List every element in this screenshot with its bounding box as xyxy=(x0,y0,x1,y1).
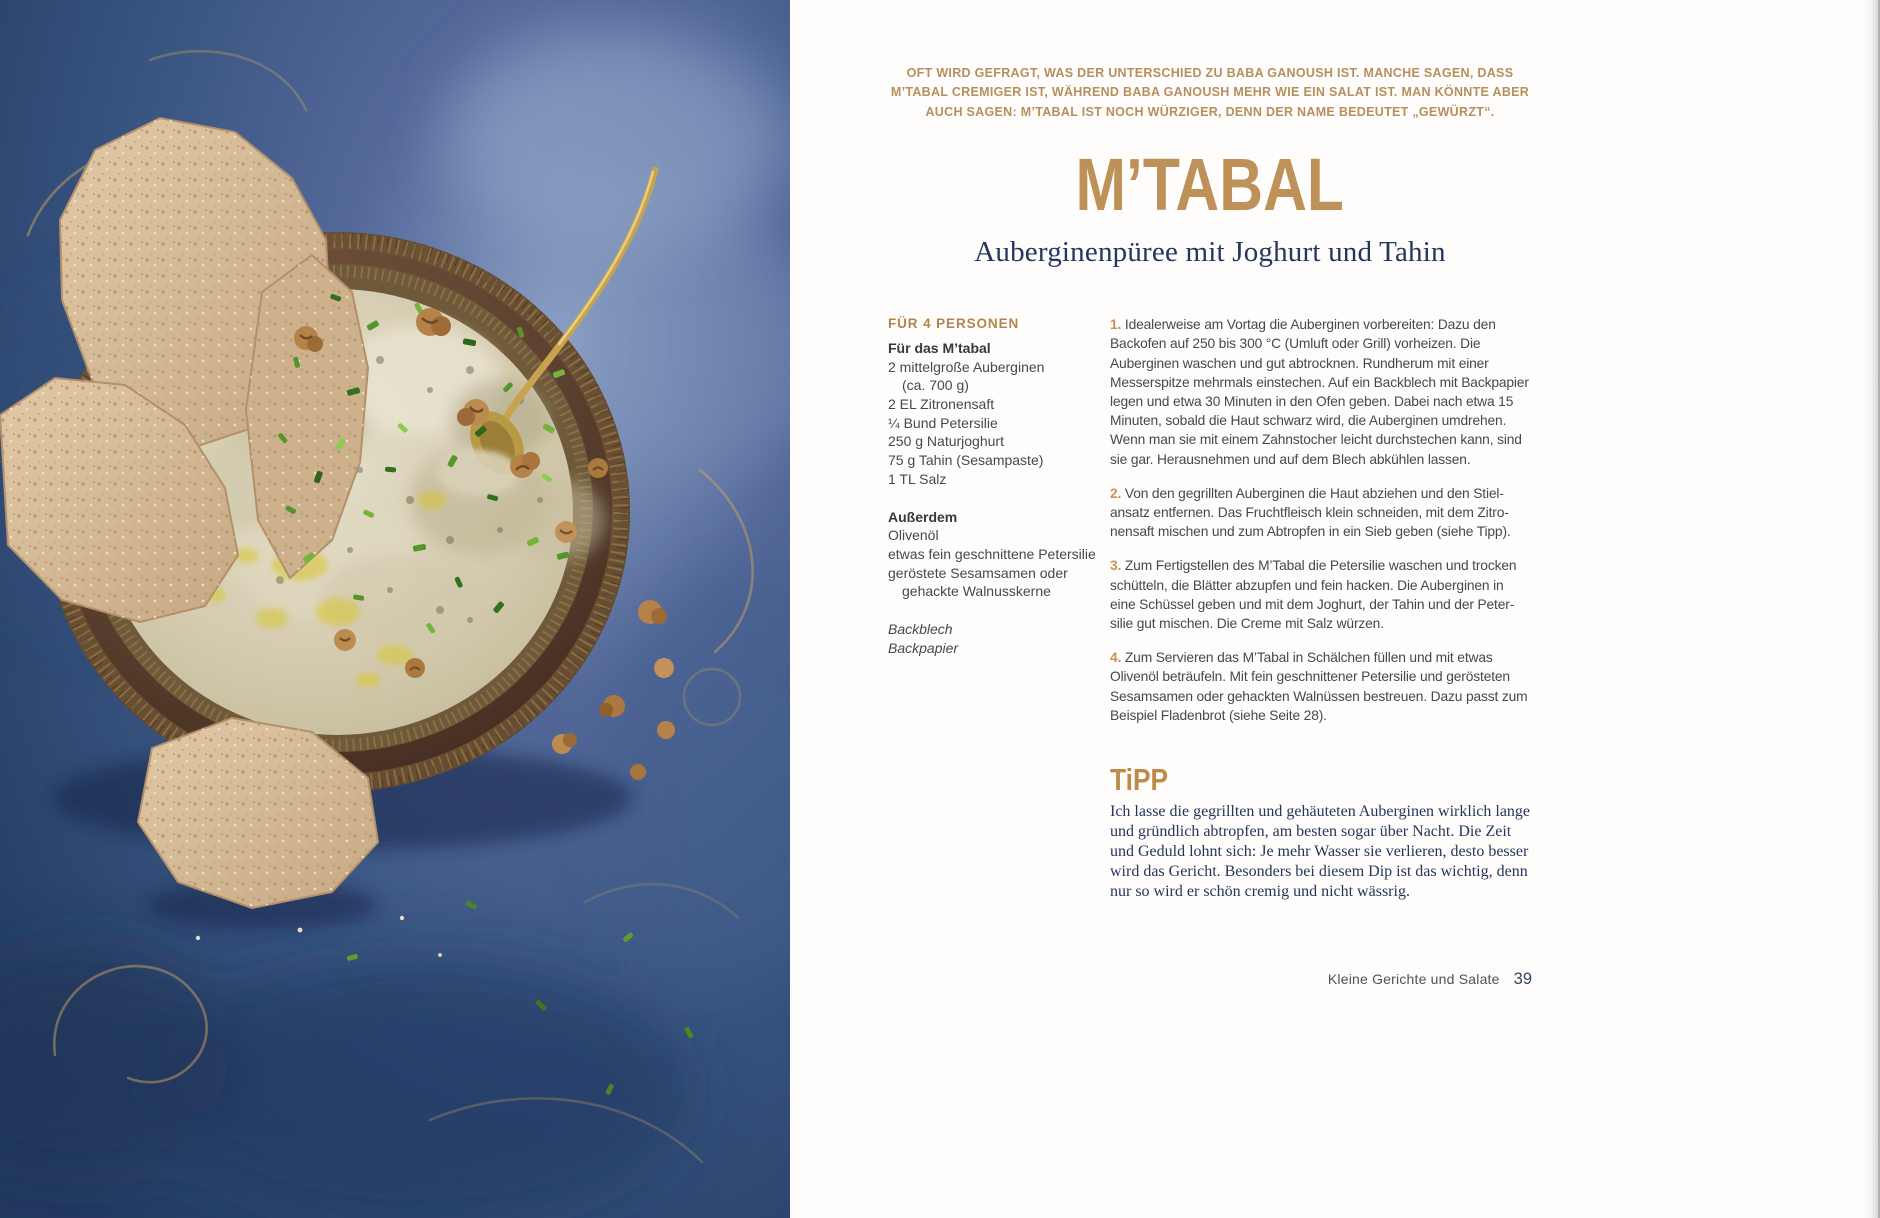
mtabal-dish-photo xyxy=(0,0,790,1218)
ingredients-column xyxy=(888,315,1110,740)
recipe-step xyxy=(1110,484,1532,542)
ingredient-group2-title: Außerdem xyxy=(888,508,958,525)
recipe-title-row xyxy=(888,143,1532,227)
intro-line: AUCH SAGEN: M’TABAL IST NOCH WÜRZIGER, DENN DER NAME BEDEUTET „GEWÜRZT“. xyxy=(925,104,1495,119)
intro-line: M’TABAL CREMIGER IST, WÄHREND BABA GANOUSH MEHR WIE EIN SALAT IST. MAN KÖNNTE ABER xyxy=(890,85,1530,100)
step-text: Zum Servieren das M’Tabal in Schälchen füllen und mit etwas Olivenöl beträufeln. Mit fein geschnittener Petersilie und gerösteten Sesamsamen oder gehackten Walnüssen bestreuen. Dazu passt zum Beispiel Fladenbrot (siehe Seite 28). xyxy=(1110,650,1528,723)
steps-column xyxy=(1110,315,1532,740)
ingredient-item: etwas fein geschnittene Petersilie xyxy=(888,545,1096,562)
recipe-subtitle: Auberginenpüree mit Joghurt und Tahin xyxy=(974,236,1446,269)
step-number: 1. xyxy=(1110,317,1122,333)
ingredient-item: 75 g Tahin (Sesampaste) xyxy=(888,452,1044,469)
ingredient-item: Olivenöl xyxy=(888,527,939,544)
chapter-name: Kleine Gerichte und Salate xyxy=(1327,971,1500,987)
step-number: 2. xyxy=(1110,485,1122,501)
ingredient-item: 2 EL Zitronensaft xyxy=(888,396,995,413)
ingredient-item: 2 mittelgroße Auberginen xyxy=(888,358,1045,375)
equipment-list xyxy=(888,620,1110,657)
page-footer xyxy=(790,970,1532,989)
intro-line: OFT WIRD GEFRAGT, WAS DER UNTERSCHIED ZU BABA GANOUSH IST. MANCHE SAGEN, DASS xyxy=(906,66,1514,80)
photo-page xyxy=(0,0,790,1218)
ingredient-group1-list xyxy=(888,358,1110,489)
ingredient-item: gehackte Walnusskerne xyxy=(902,583,1051,600)
page-number: 39 xyxy=(1513,970,1532,988)
ingredient-item: (ca. 700 g) xyxy=(902,377,969,394)
equipment-item: Backpapier xyxy=(888,639,959,656)
ingredient-group1-title: Für das M’tabal xyxy=(888,339,991,356)
servings-label: FÜR 4 PERSONEN xyxy=(888,316,1020,332)
step-text: Idealerweise am Vortag die Auberginen vorbereiten: Dazu den Backofen auf 250 bis 300 °C (Umluft oder Grill) vorheizen. Die Auberginen waschen und gut abtrocknen. Rundherum mit einer Messerspitze mehrmals einstechen. Auf ein Backblech mit Backpapier legen und etwa 30 Minuten in den Ofen geben. Dabei nach etwa 15 Minuten, sobald die Haut schwarz wird, die Auberginen umdrehen. Wenn man sie mit einem Zahnstocher leicht durchstechen kann, sind sie gar. Herausnehmen und auf dem Blech abkühlen lassen. xyxy=(1110,317,1529,467)
recipe-step xyxy=(1110,315,1532,469)
ingredient-item: 1 TL Salz xyxy=(888,470,947,487)
recipe-title: M’TABAL xyxy=(1075,143,1345,227)
ingredient-item: 250 g Naturjoghurt xyxy=(888,433,1004,450)
recipe-columns xyxy=(888,315,1532,740)
step-number: 4. xyxy=(1110,650,1122,666)
tip-title: TiPP xyxy=(1110,762,1169,798)
step-text: Zum Fertigstellen des M’Tabal die Petersilie waschen und trocken schütteln, die Blätter abzupfen und fein hacken. Die Auberginen in eine Schüssel geben und mit dem Joghurt, der Tahin und der Petersilie gut mischen. Die Creme mit Salz würzen. xyxy=(1110,558,1517,632)
equipment-item: Backblech xyxy=(888,621,953,638)
intro-paragraph xyxy=(888,0,1532,122)
tip-section xyxy=(1110,764,1534,902)
recipe-step xyxy=(1110,556,1532,633)
tip-title-row xyxy=(1110,762,1534,798)
tip-text: Ich lasse die gegrillten und gehäuteten Auberginen wirklich lange und gründlich abtropfen, am besten sogar über Nacht. Die Zeit und Geduld lohnt sich: Je mehr Wasser sie verlieren, desto besser wird das Gericht. Besonders bei diesem Dip ist das wichtig, denn nur so wird er schön cremig und nicht wässrig. xyxy=(1110,803,1531,901)
step-text: Von den gegrillten Auberginen die Haut abziehen und den Stielansatz entfernen. Das Fruchtfleisch klein schneiden, mit dem Zitronensaft mischen und zum Abtropfen in ein Sieb geben (siehe Tipp). xyxy=(1110,485,1511,540)
ingredient-group2-list xyxy=(888,526,1110,601)
step-number: 3. xyxy=(1110,558,1122,574)
ingredient-item: ¼ Bund Petersilie xyxy=(888,414,998,431)
recipe-page xyxy=(790,0,1880,1218)
ingredient-item: geröstete Sesamsamen oder xyxy=(888,564,1068,581)
recipe-step xyxy=(1110,648,1532,725)
